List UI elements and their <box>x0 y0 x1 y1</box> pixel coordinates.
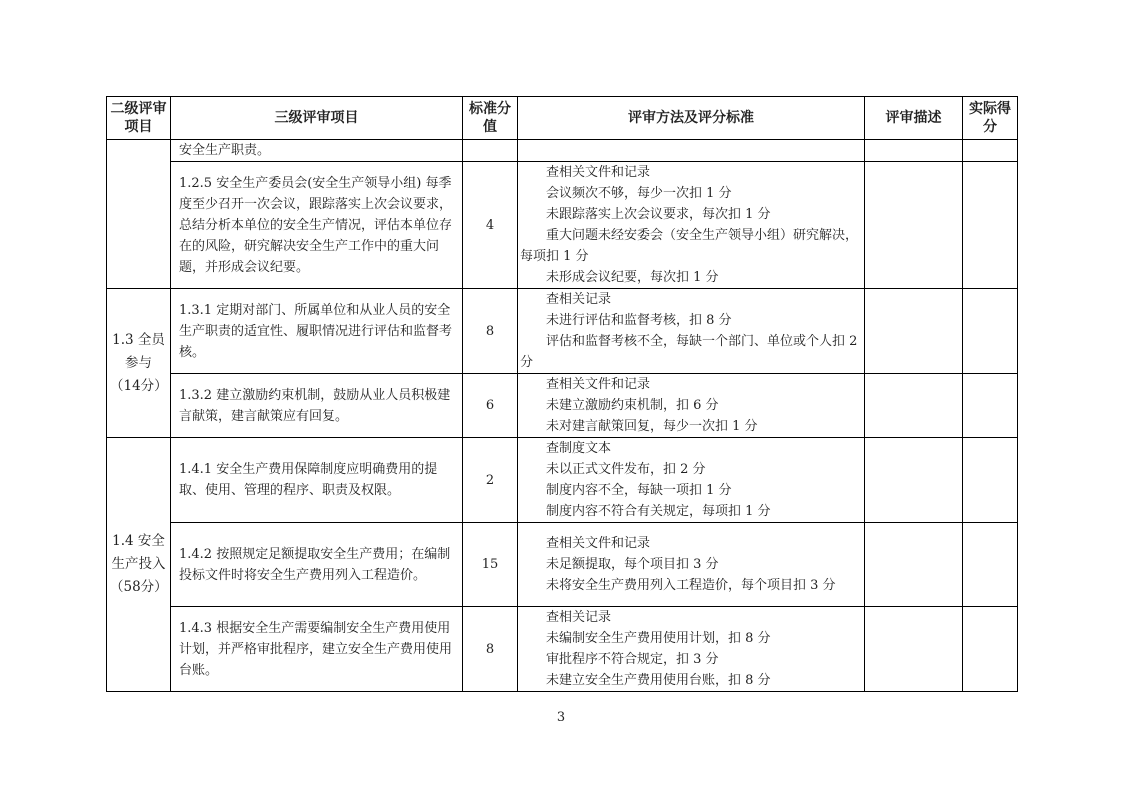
header-actual-score: 实际得分 <box>963 97 1018 140</box>
description-cell[interactable] <box>865 162 963 289</box>
method-line: 未编制安全生产费用使用计划，扣 8 分 <box>546 631 771 646</box>
actual-score-cell[interactable] <box>963 162 1018 289</box>
method-line: 未进行评估和监督考核，扣 8 分 <box>546 313 732 328</box>
method-cell <box>518 438 865 523</box>
method-cell <box>518 289 865 374</box>
method-cell <box>518 140 865 162</box>
method-line: 未足额提取，每个项目扣 3 分 <box>546 557 719 572</box>
actual-score-cell[interactable] <box>963 374 1018 438</box>
method-line: 查相关文件和记录 <box>546 165 651 180</box>
method-line: 制度内容不全，每缺一项扣 1 分 <box>546 483 732 498</box>
level3-item: 1.3.1 定期对部门、所属单位和从业人员的安全生产职责的适宜性、履职情况进行评估和监督考核。 <box>171 289 463 374</box>
method-cell <box>518 374 865 438</box>
actual-score-cell[interactable] <box>963 523 1018 607</box>
table-row <box>107 162 1018 289</box>
description-cell[interactable] <box>865 523 963 607</box>
table-row <box>107 607 1018 692</box>
header-description: 评审描述 <box>865 97 963 140</box>
method-line: 查相关记录 <box>546 292 612 307</box>
method-line: 未形成会议纪要，每次扣 1 分 <box>546 270 719 285</box>
table-row <box>107 523 1018 607</box>
table-row <box>107 140 1018 162</box>
standard-score: 8 <box>463 289 518 374</box>
table-row <box>107 289 1018 374</box>
standard-score <box>463 140 518 162</box>
method-cell <box>518 607 865 692</box>
level3-item: 1.4.3 根据安全生产需要编制安全生产费用使用计划，并严格审批程序，建立安全生产费用使用台账。 <box>171 607 463 692</box>
table-row <box>107 438 1018 523</box>
method-line: 会议频次不够，每少一次扣 1 分 <box>546 186 732 201</box>
level3-item: 1.4.2 按照规定足额提取安全生产费用；在编制投标文件时将安全生产费用列入工程造价。 <box>171 523 463 607</box>
method-line: 重大问题未经安委会（安全生产领导小组）研究解决，每项扣 1 分 <box>520 228 859 264</box>
method-line: 查相关记录 <box>546 610 612 625</box>
header-method: 评审方法及评分标准 <box>518 97 865 140</box>
level3-item: 1.4.1 安全生产费用保障制度应明确费用的提取、使用、管理的程序、职责及权限。 <box>171 438 463 523</box>
header-level3: 三级评审项目 <box>171 97 463 140</box>
header-score: 标准分值 <box>463 97 518 140</box>
method-line: 未以正式文件发布，扣 2 分 <box>546 462 706 477</box>
method-line: 未建立安全生产费用使用台账，扣 8 分 <box>546 673 771 688</box>
method-line: 未对建言献策回复，每少一次扣 1 分 <box>546 419 758 434</box>
actual-score-cell[interactable] <box>963 438 1018 523</box>
actual-score-cell[interactable] <box>963 607 1018 692</box>
standard-score: 2 <box>463 438 518 523</box>
level3-item: 1.2.5 安全生产委员会(安全生产领导小组) 每季度至少召开一次会议，跟踪落实上次会议要求，总结分析本单位的安全生产情况，评估本单位存在的风险，研究解决安全生产工作中的重大问题，并形成会议纪要。 <box>171 162 463 289</box>
method-line: 查制度文本 <box>546 441 612 456</box>
method-line: 审批程序不符合规定，扣 3 分 <box>546 652 719 667</box>
method-line: 未建立激励约束机制，扣 6 分 <box>546 398 719 413</box>
method-cell <box>518 162 865 289</box>
review-criteria-table <box>106 96 1018 692</box>
method-line: 评估和监督考核不全，每缺一个部门、单位或个人扣 2 分 <box>520 334 858 370</box>
level2-cell-empty <box>107 140 171 289</box>
method-cell <box>518 523 865 607</box>
description-cell[interactable] <box>865 140 963 162</box>
method-line: 制度内容不符合有关规定，每项扣 1 分 <box>546 504 771 519</box>
description-cell[interactable] <box>865 374 963 438</box>
table-row <box>107 374 1018 438</box>
standard-score: 15 <box>463 523 518 607</box>
header-level2: 二级评审项目 <box>107 97 171 140</box>
method-line: 查相关文件和记录 <box>546 536 651 551</box>
description-cell[interactable] <box>865 289 963 374</box>
description-cell[interactable] <box>865 438 963 523</box>
level2-group-1-3: 1.3 全员参与（14分） <box>107 289 171 438</box>
method-line: 未跟踪落实上次会议要求，每次扣 1 分 <box>546 207 771 222</box>
description-cell[interactable] <box>865 607 963 692</box>
level3-item: 安全生产职责。 <box>171 140 463 162</box>
actual-score-cell[interactable] <box>963 289 1018 374</box>
standard-score: 4 <box>463 162 518 289</box>
page-number: 3 <box>556 710 566 725</box>
method-line: 查相关文件和记录 <box>546 377 651 392</box>
header-row <box>107 97 1018 140</box>
actual-score-cell[interactable] <box>963 140 1018 162</box>
method-line: 未将安全生产费用列入工程造价，每个项目扣 3 分 <box>546 578 836 593</box>
standard-score: 6 <box>463 374 518 438</box>
standard-score: 8 <box>463 607 518 692</box>
level3-item: 1.3.2 建立激励约束机制，鼓励从业人员积极建言献策，建言献策应有回复。 <box>171 374 463 438</box>
level2-group-1-4: 1.4 安全生产投入（58分） <box>107 438 171 692</box>
